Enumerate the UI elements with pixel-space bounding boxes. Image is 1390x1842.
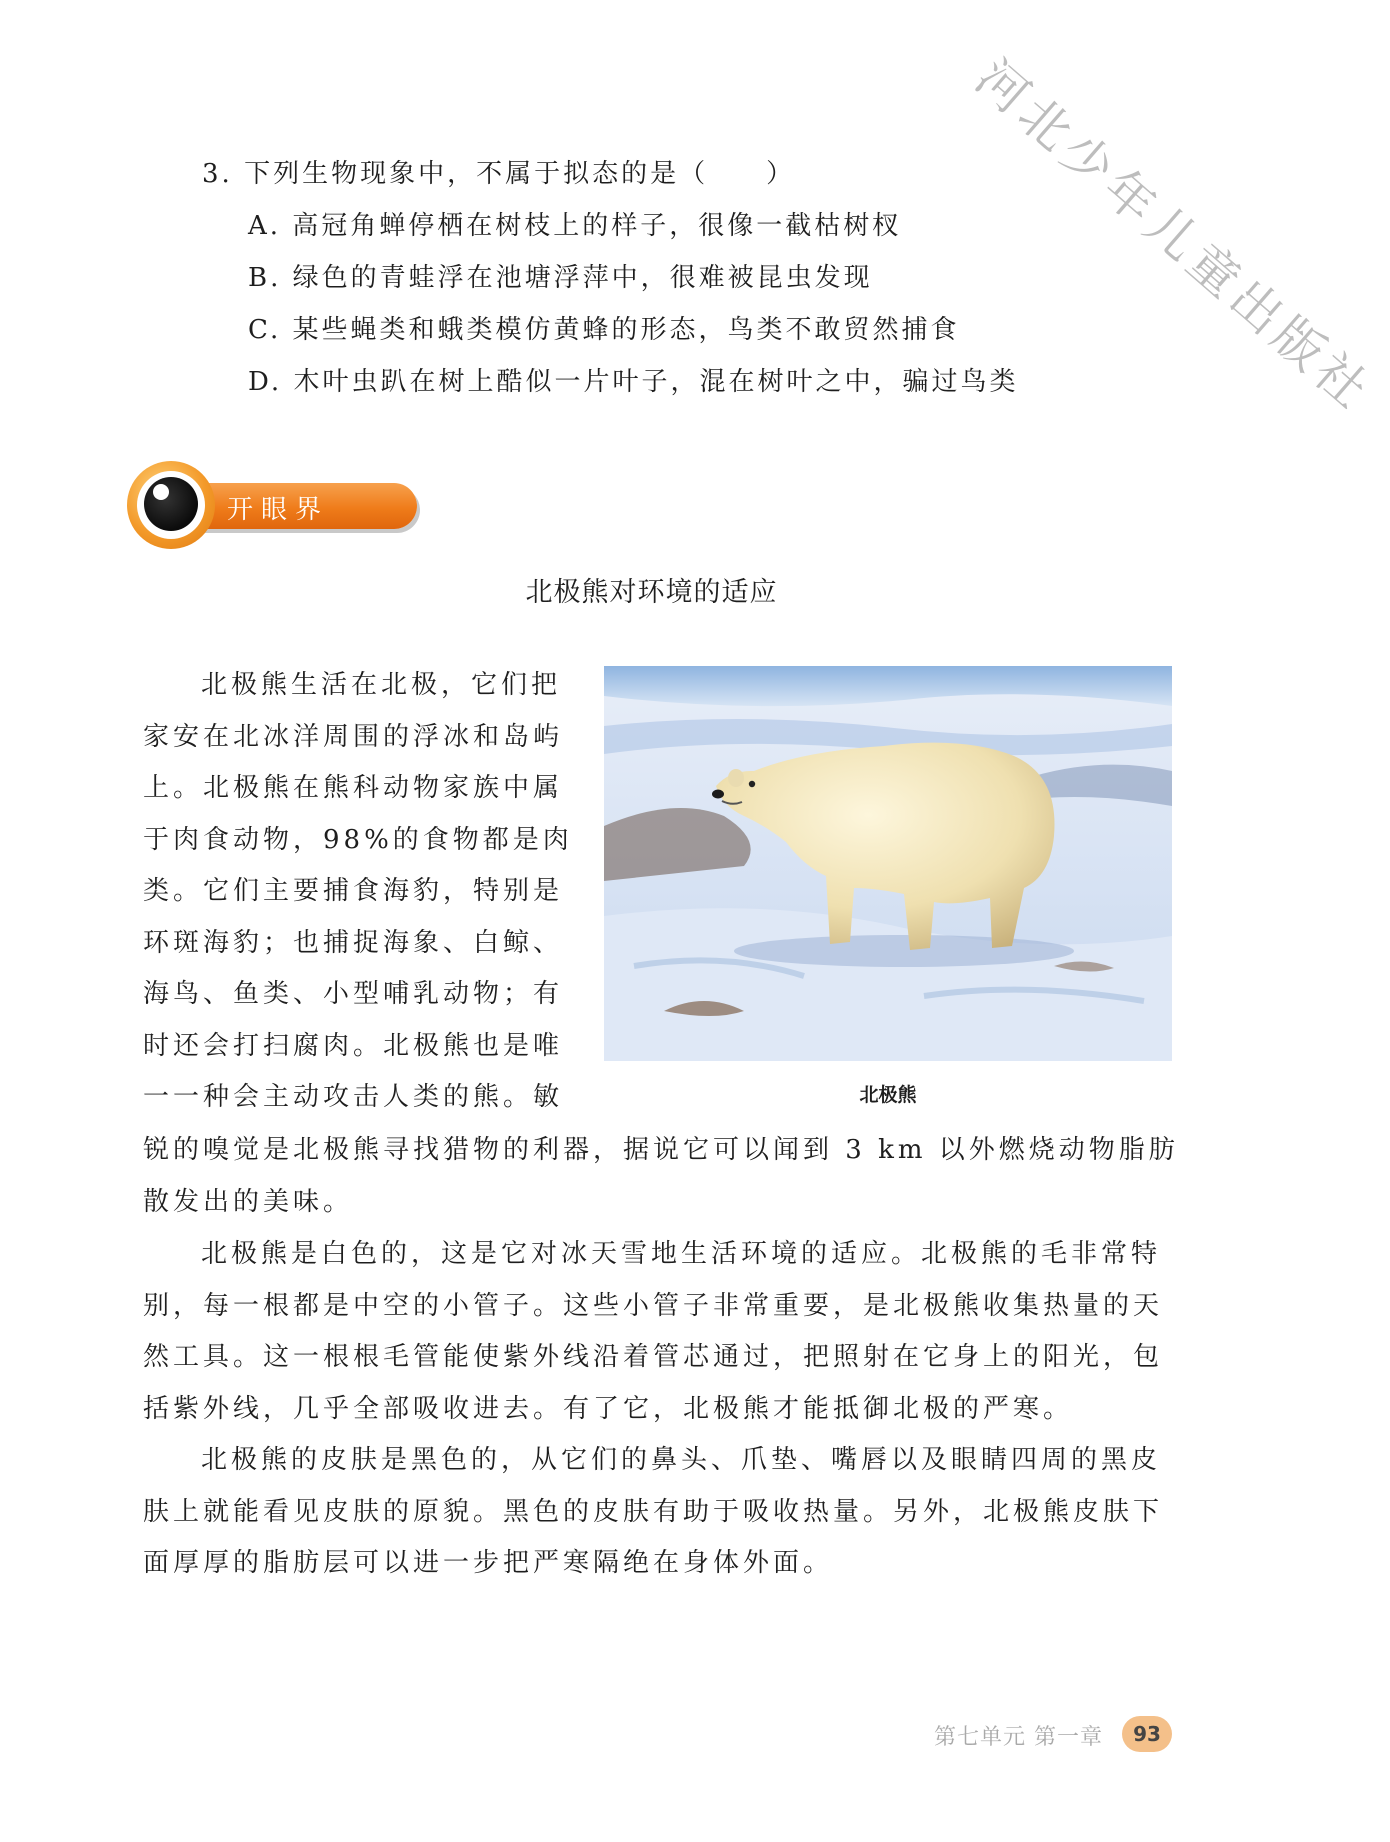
paragraph-1-continued <box>143 1125 1179 1228</box>
paragraph-line: 然工具。这一根根毛管能使紫外线沿着管芯通过，把照射在它身上的阳光，包 <box>143 1342 1164 1372</box>
article-title: 北极熊对环境的适应 <box>525 577 778 608</box>
option-b: B. 绿色的青蛙浮在池塘浮萍中，很难被昆虫发现 <box>248 263 873 293</box>
photo-caption: 北极熊 <box>859 1084 917 1106</box>
paragraph-2 <box>143 1229 1173 1435</box>
paragraph-line: 一一种会主动攻击人类的熊。敏 <box>143 1082 564 1112</box>
paragraph-line: 海鸟、鱼类、小型哺乳动物；有 <box>143 979 564 1009</box>
paragraph-line: 肤上就能看见皮肤的原貌。黑色的皮肤有助于吸收热量。另外，北极熊皮肤下 <box>143 1496 1164 1527</box>
paragraph-line: 于肉食动物，98%的食物都是肉 <box>143 824 573 855</box>
option-c: C. 某些蝇类和蛾类模仿黄蜂的形态，鸟类不敢贸然捕食 <box>248 315 960 345</box>
option-a: A. 高冠角蝉停栖在树枝上的样子，很像一截枯树杈 <box>248 211 902 241</box>
paragraph-line: 括紫外线，几乎全部吸收进去。有了它，北极熊才能抵御北极的严寒。 <box>143 1393 1074 1424</box>
paragraph-line: 散发出的美味。 <box>143 1186 354 1217</box>
paragraph-line: 上。北极熊在熊科动物家族中属 <box>143 773 564 803</box>
paragraph-line: 北极熊是白色的，这是它对冰天雪地生活环境的适应。北极熊的毛非常特 <box>201 1239 1162 1269</box>
publisher-watermark: 河北少年儿童出版社 <box>964 48 1384 423</box>
paragraph-1-narrow <box>143 660 575 1124</box>
paragraph-line: 家安在北冰洋周围的浮冰和岛屿 <box>143 721 564 752</box>
question-stem: 3. 下列生物现象中，不属于拟态的是（ ） <box>202 159 796 189</box>
polar-bear-photo <box>604 666 1172 1061</box>
section-label: 开眼界 <box>227 495 330 525</box>
page-number-badge: 93 <box>1122 1716 1172 1752</box>
option-d: D. 木叶虫趴在树上酷似一片叶子，混在树叶之中，骗过鸟类 <box>248 367 1019 397</box>
paragraph-line: 北极熊生活在北极，它们把 <box>201 670 562 700</box>
paragraph-line: 类。它们主要捕食海豹，特别是 <box>143 876 564 906</box>
paragraph-line: 时还会打扫腐肉。北极熊也是唯 <box>143 1030 564 1061</box>
question-3 <box>202 148 1018 408</box>
paragraph-line: 锐的嗅觉是北极熊寻找猎物的利器，据说它可以闻到 3 km 以外燃烧动物脂肪 <box>143 1135 1179 1165</box>
eye-icon <box>127 461 215 549</box>
paragraph-3 <box>143 1435 1173 1590</box>
paragraph-line: 环斑海豹；也捕捉海象、白鲸、 <box>143 927 564 958</box>
polar-bear-image <box>604 666 1172 1061</box>
paragraph-line: 面厚厚的脂肪层可以进一步把严寒隔绝在身体外面。 <box>143 1548 834 1578</box>
paragraph-line: 别，每一根都是中空的小管子。这些小管子非常重要，是北极熊收集热量的天 <box>143 1290 1164 1321</box>
chapter-label: 第七单元 第一章 <box>934 1725 1103 1750</box>
section-banner <box>127 461 427 553</box>
paragraph-line: 北极熊的皮肤是黑色的，从它们的鼻头、爪垫、嘴唇以及眼睛四周的黑皮 <box>201 1445 1162 1475</box>
